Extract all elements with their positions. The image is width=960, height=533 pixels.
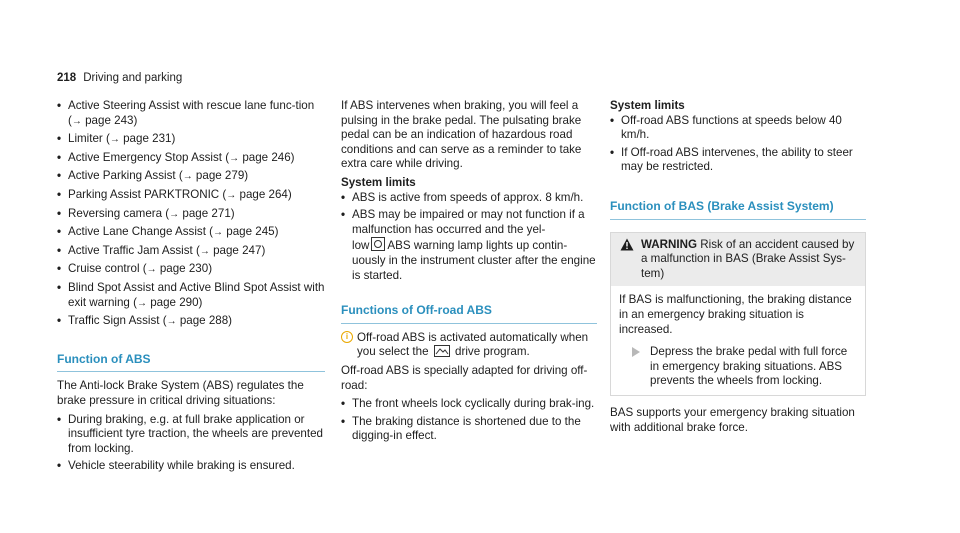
list-item: • Traffic Sign Assist (→ page 288): [57, 314, 233, 328]
list-item: • If Off-road ABS intervenes, the ability to steer may be restricted.: [610, 145, 853, 174]
abs-pulse-paragraph: If ABS intervenes when braking, you will feel a pulsing in the brake pedal. The pulsating brake pedal can be an indication of hazardous road conditions and can serve as a reminder to take extra care while driving.: [341, 99, 582, 171]
page-reference[interactable]: page 290): [150, 295, 203, 309]
arrow-icon: →: [109, 134, 120, 146]
arrow-icon: →: [136, 297, 147, 309]
arrow-icon: →: [213, 227, 224, 239]
list-item: • Active Steering Assist with rescue lane func-tion (→ page 243): [57, 99, 315, 127]
section-title: Driving and parking: [83, 72, 183, 84]
list-item: • Vehicle steerability while braking is ensured.: [57, 459, 295, 473]
list-item: • Reversing camera (→ page 271): [57, 206, 235, 220]
list-item: • Blind Spot Assist and Active Blind Spot Assist with exit warning (→ page 290): [57, 280, 325, 309]
arrow-icon: →: [229, 152, 240, 164]
list-item: • Cruise control (→ page 230): [57, 262, 213, 276]
warning-header: [611, 233, 865, 287]
info-icon: i: [341, 331, 353, 343]
arrow-icon: →: [226, 189, 237, 201]
warning-triangle-icon: [620, 238, 634, 251]
list-item: • Parking Assist PARKTRONIC (→ page 264): [57, 187, 292, 201]
column-1: [57, 99, 325, 477]
bas-section-title: Function of BAS (Brake Assist System): [610, 199, 866, 220]
warning-body: If BAS is malfunctioning, the braking distance in an emergency braking situation is increased. Depress the brake pedal with full force in emergency braking situations. ABS prevents the wheels from locking.: [611, 286, 865, 395]
list-item: • Active Emergency Stop Assist (→ page 246): [57, 150, 295, 164]
page-number: 218: [57, 72, 77, 84]
list-item: • Off-road ABS functions at speeds below 40 km/h.: [610, 113, 842, 142]
list-item: • Active Parking Assist (→ page 279): [57, 169, 249, 183]
system-limits-title: System limits: [610, 99, 685, 112]
warning-box: [610, 232, 866, 396]
offroad-paragraph: Off-road ABS is specially adapted for driving off-road:: [341, 363, 588, 392]
assist-system-list: [57, 99, 325, 330]
list-item: • ABS is active from speeds of approx. 8 km/h.: [341, 190, 584, 204]
page-reference[interactable]: page 288): [179, 314, 233, 328]
page-reference[interactable]: page 247): [213, 243, 266, 257]
page-reference[interactable]: page 231): [123, 132, 176, 146]
arrow-icon: →: [146, 264, 157, 276]
arrow-icon: →: [199, 245, 210, 257]
page-reference[interactable]: page 264): [239, 187, 292, 201]
arrow-icon: →: [71, 115, 82, 127]
list-item: • During braking, e.g. at full brake application or insufficient tyre traction, the wheels are prevented from locking.: [57, 412, 323, 455]
offroad-program-icon: [434, 345, 450, 357]
system-limits-title: System limits: [341, 175, 416, 189]
page-reference[interactable]: page 271): [182, 206, 235, 220]
page-reference[interactable]: page 245): [226, 225, 279, 239]
arrow-icon: →: [169, 208, 180, 220]
abs-intro: The Anti-lock Brake System (ABS) regulates the brake pressure in critical driving situations:: [57, 379, 304, 407]
warning-label: WARNING: [641, 237, 698, 251]
bas-closing: BAS supports your emergency braking situation with additional brake force.: [610, 405, 855, 434]
arrow-icon: →: [182, 171, 193, 183]
page-reference[interactable]: page 230): [159, 262, 213, 276]
abs-warning-lamp-icon: [371, 237, 385, 251]
list-item: • Active Traffic Jam Assist (→ page 247): [57, 243, 266, 257]
list-item: • The braking distance is shortened due to the digging-in effect.: [341, 414, 581, 443]
action-step: Depress the brake pedal with full force in emergency braking situations. ABS prevents the wheels from locking.: [619, 345, 857, 389]
column-2: [341, 99, 597, 447]
info-note: i Off-road ABS is activated automatically when you select the drive program.: [341, 331, 597, 360]
page-reference[interactable]: page 246): [242, 150, 295, 164]
column-3: [610, 99, 866, 439]
warning-text: Risk of an accident caused by a malfunction in BAS (Brake Assist Sys-tem): [641, 237, 855, 280]
page-reference[interactable]: page 243): [85, 113, 138, 127]
abs-section-title: Function of ABS: [57, 352, 325, 373]
offroad-abs-title: Functions of Off-road ABS: [341, 303, 597, 324]
page-reference[interactable]: page 279): [195, 169, 249, 183]
page-header: [57, 71, 182, 86]
list-item: • Limiter (→ page 231): [57, 132, 176, 146]
arrow-icon: →: [166, 316, 177, 328]
list-item: • Active Lane Change Assist (→ page 245): [57, 225, 279, 239]
list-item: • The front wheels lock cyclically during brak-ing.: [341, 397, 595, 411]
list-item: • ABS may be impaired or may not function if a malfunction has occurred and the yel- low ABS warning lamp lights up contin-uously in the instrument cluster after the engine is started.: [341, 208, 596, 282]
step-arrow-icon: [632, 347, 640, 357]
